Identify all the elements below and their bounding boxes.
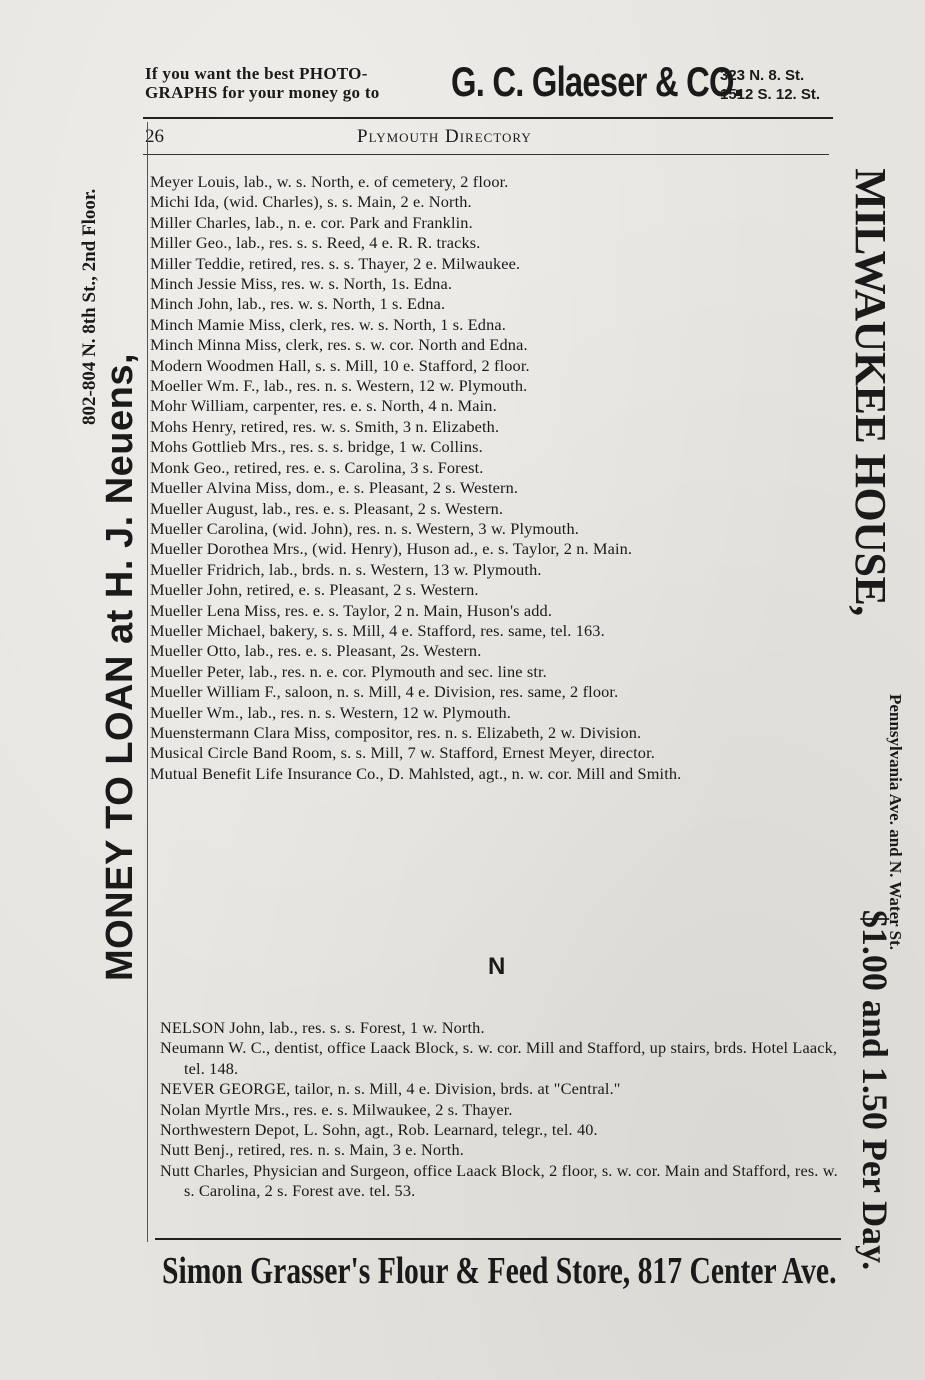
directory-entry: Mueller August, lab., res. e. s. Pleasant, 2 s. Western.: [150, 498, 504, 518]
directory-entry: Minch John, lab., res. w. s. North, 1 s. Edna.: [150, 294, 446, 314]
directory-entry: Monk Geo., retired, res. e. s. Carolina, 3 s. Forest.: [150, 457, 484, 477]
left-ad-slogan: MONEY TO LOAN at H. J. Neuens,: [99, 352, 141, 982]
top-advertisement: [145, 58, 835, 106]
directory-entry: Modern Woodmen Hall, s. s. Mill, 10 e. Stafford, 2 floor.: [150, 355, 530, 375]
directory-entry: Mueller Wm., lab., res. n. s. Western, 12 w. Plymouth.: [150, 702, 512, 722]
right-ad-rates: $1.00 and 1.50 Per Day.: [855, 909, 895, 1271]
directory-entry: Minch Mamie Miss, clerk, res. w. s. North, 1 s. Edna.: [150, 314, 506, 334]
top-ad-address2: 1512 S. 12. St.: [720, 86, 821, 103]
directory-entry: Moeller Wm. F., lab., res. n. s. Western, 12 w. Plymouth.: [150, 376, 528, 396]
directory-entry: Miller Teddie, retired, res. s. s. Thayer, 2 e. Milwaukee.: [150, 253, 521, 273]
directory-listings-n: [160, 1018, 842, 1202]
bottom-rule: [155, 1238, 841, 1240]
top-ad-lead: [145, 64, 445, 102]
directory-entry: Neumann W. C., dentist, office Laack Block, s. w. cor. Mill and Stafford, up stairs, brds. Hotel Laack, tel. 148.: [160, 1038, 838, 1078]
directory-entry: Meyer Louis, lab., w. s. North, e. of cemetery, 2 floor.: [150, 172, 509, 191]
top-ad-line2: GRAPHS for your money go to: [145, 83, 380, 102]
directory-entry: Mohs Gottlieb Mrs., res. s. s. bridge, 1 w. Collins.: [150, 437, 483, 457]
directory-listings-m: [150, 172, 840, 784]
directory-entry: Mueller William F., saloon, n. s. Mill, 4 e. Division, res. same, 2 floor.: [150, 682, 619, 702]
directory-entry: Mohs Henry, retired, res. w. s. Smith, 3 n. Elizabeth.: [150, 416, 500, 436]
directory-entry: Mueller Lena Miss, res. e. s. Taylor, 2 n. Main, Huson's add.: [150, 600, 553, 620]
directory-entry: Mueller Otto, lab., res. e. s. Pleasant, 2s. Western.: [150, 641, 482, 661]
bottom-advertisement: Simon Grasser's Flour & Feed Store, 817 Center Ave.: [162, 1250, 837, 1292]
directory-entry: Mutual Benefit Life Insurance Co., D. Mahlsted, agt., n. w. cor. Mill and Smith.: [150, 763, 682, 783]
directory-entry: Muenstermann Clara Miss, compositor, res. n. s. Elizabeth, 2 w. Division.: [150, 722, 642, 742]
directory-entry: Musical Circle Band Room, s. s. Mill, 7 w. Stafford, Ernest Meyer, director.: [150, 743, 655, 763]
top-ad-line1: If you want the best PHOTO-: [145, 64, 368, 83]
top-ad-addresses: [720, 66, 840, 104]
directory-entry: Minch Minna Miss, clerk, res. s. w. cor. North and Edna.: [150, 335, 528, 355]
directory-entry: Nutt Charles, Physician and Surgeon, office Laack Block, 2 floor, s. w. cor. Main and Stafford, res. w. s. Carolina, 2 s. Forest ave. tel. 53.: [160, 1160, 838, 1201]
right-ad-hotel-name: MILWAUKEE HOUSE,: [846, 168, 895, 616]
directory-entry: Miller Geo., lab., res. s. s. Reed, 4 e. R. R. tracks.: [150, 233, 481, 253]
top-ad-address1: 323 N. 8. St.: [720, 67, 805, 84]
directory-entry: Nutt Benj., retired, res. n. s. Main, 3 e. North.: [160, 1140, 464, 1160]
section-letter: N: [488, 953, 506, 980]
directory-entry: Mueller Dorothea Mrs., (wid. Henry), Huson ad., e. s. Taylor, 2 n. Main.: [150, 539, 633, 559]
left-side-advertisement: [78, 120, 148, 1230]
left-ad-address: 802-804 N. 8th St., 2nd Floor.: [79, 188, 100, 425]
directory-entry: Mohr William, carpenter, res. e. s. North, 4 n. Main.: [150, 396, 497, 416]
directory-entry: Michi Ida, (wid. Charles), s. s. Main, 2 e. North.: [150, 192, 472, 212]
right-ad-location: Pennsylvania Ave. and N. Water St.: [886, 694, 905, 950]
directory-entry: Nolan Myrtle Mrs., res. e. s. Milwaukee, 2 s. Thayer.: [160, 1099, 513, 1119]
right-side-advertisement: [835, 122, 910, 1271]
directory-entry: Minch Jessie Miss, res. w. s. North, 1s. Edna.: [150, 274, 453, 294]
directory-entry: Miller Charles, lab., n. e. cor. Park and Franklin.: [150, 212, 473, 232]
top-rule: [143, 117, 833, 119]
running-head: Plymouth Directory: [357, 126, 532, 147]
directory-entry: Mueller Peter, lab., res. n. e. cor. Plymouth and sec. line str.: [150, 661, 547, 681]
directory-entry: Mueller Fridrich, lab., brds. n. s. Western, 13 w. Plymouth.: [150, 559, 542, 579]
directory-entry: Mueller Alvina Miss, dom., e. s. Pleasant, 2 s. Western.: [150, 478, 519, 498]
header-rule: [143, 154, 829, 155]
directory-entry: Northwestern Depot, L. Sohn, agt., Rob. Learnard, telegr., tel. 40.: [160, 1120, 598, 1140]
page-number: 26: [145, 126, 164, 147]
directory-entry: NELSON John, lab., res. s. s. Forest, 1 w. North.: [160, 1018, 485, 1037]
directory-entry: Mueller Carolina, (wid. John), res. n. s. Western, 3 w. Plymouth.: [150, 518, 579, 538]
directory-entry: Mueller John, retired, e. s. Pleasant, 2 s. Western.: [150, 580, 479, 600]
directory-entry: Mueller Michael, bakery, s. s. Mill, 4 e. Stafford, res. same, tel. 163.: [150, 620, 605, 640]
directory-entry: NEVER GEORGE, tailor, n. s. Mill, 4 e. Division, brds. at "Central.": [160, 1079, 621, 1099]
top-ad-brand: G. C. Glaeser & CO.: [451, 58, 743, 105]
